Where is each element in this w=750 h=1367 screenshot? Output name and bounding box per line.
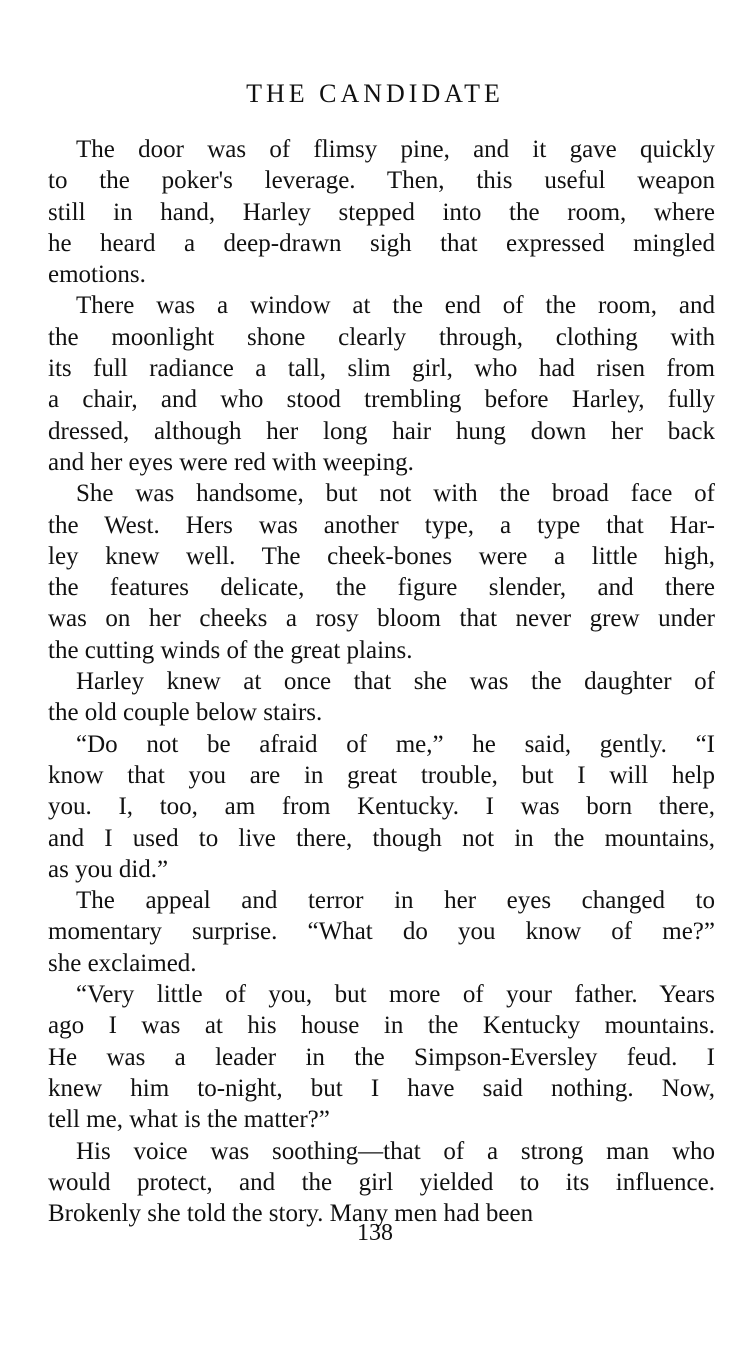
text-line: the features delicate, the figure slender, and there: [48, 574, 715, 602]
paragraph: [48, 134, 715, 290]
text-line: she exclaimed.: [48, 949, 197, 977]
text-line: Harley knew at once that she was the daughter of: [76, 668, 715, 696]
text-line: the West. Hers was another type, a type that Har-: [48, 511, 715, 539]
text-line: the cutting winds of the great plains.: [48, 636, 413, 664]
text-line: he heard a deep-drawn sigh that expressed mingled: [48, 229, 715, 257]
paragraph: [48, 1136, 715, 1230]
text-line: the old couple below stairs.: [48, 699, 323, 727]
text-line: knew him to-night, but I have said nothing. Now,: [48, 1074, 715, 1102]
page-number: 138: [357, 1220, 393, 1246]
text-line: “Do not be afraid of me,” he said, gently. “I: [76, 730, 715, 758]
text-line: The appeal and terror in her eyes changed to: [76, 887, 715, 915]
text-line: momentary surprise. “What do you know of me?”: [48, 918, 715, 946]
paragraph: [48, 979, 715, 1135]
text-line: dressed, although her long hair hung down her back: [48, 417, 715, 445]
running-head: THE CANDIDATE: [246, 79, 504, 108]
text-line: still in hand, Harley stepped into the room, where: [48, 198, 715, 226]
text-line: “Very little of you, but more of your father. Years: [76, 981, 715, 1009]
text-line: the moonlight shone clearly through, clothing with: [48, 323, 715, 351]
text-line: His voice was soothing—that of a strong man who: [76, 1137, 715, 1165]
text-line: Brokenly she told the story. Many men had been: [48, 1200, 534, 1228]
text-line: a chair, and who stood trembling before Harley, fully: [48, 386, 715, 414]
text-line: would protect, and the girl yielded to its influence.: [48, 1168, 715, 1196]
text-line: tell me, what is the matter?”: [48, 1106, 330, 1134]
text-line: and her eyes were red with weeping.: [48, 448, 414, 476]
text-line: emotions.: [48, 261, 146, 289]
paragraph: [48, 729, 715, 885]
text-line: She was handsome, but not with the broad face of: [76, 480, 715, 508]
paragraph: [48, 290, 715, 478]
paragraph: [48, 885, 715, 979]
text-line: was on her cheeks a rosy bloom that never grew under: [48, 605, 715, 633]
text-line: to the poker's leverage. Then, this useful weapon: [48, 167, 715, 195]
text-line: and I used to live there, though not in the mountains,: [48, 824, 715, 852]
text-line: There was a window at the end of the room, and: [76, 292, 715, 320]
text-line: its full radiance a tall, slim girl, who had risen from: [48, 355, 715, 383]
paragraph: [48, 478, 715, 666]
text-line: ley knew well. The cheek-bones were a little high,: [48, 542, 715, 570]
text-line: The door was of flimsy pine, and it gave quickly: [76, 136, 715, 163]
text-line: as you did.”: [48, 855, 169, 883]
text-line: He was a leader in the Simpson-Eversley feud. I: [48, 1043, 715, 1071]
text-line: know that you are in great trouble, but I will help: [48, 761, 715, 789]
paragraph: [48, 666, 715, 729]
text-line: ago I was at his house in the Kentucky mountains.: [48, 1012, 715, 1040]
text-line: you. I, too, am from Kentucky. I was born there,: [48, 793, 715, 821]
body-text: [48, 134, 715, 1229]
